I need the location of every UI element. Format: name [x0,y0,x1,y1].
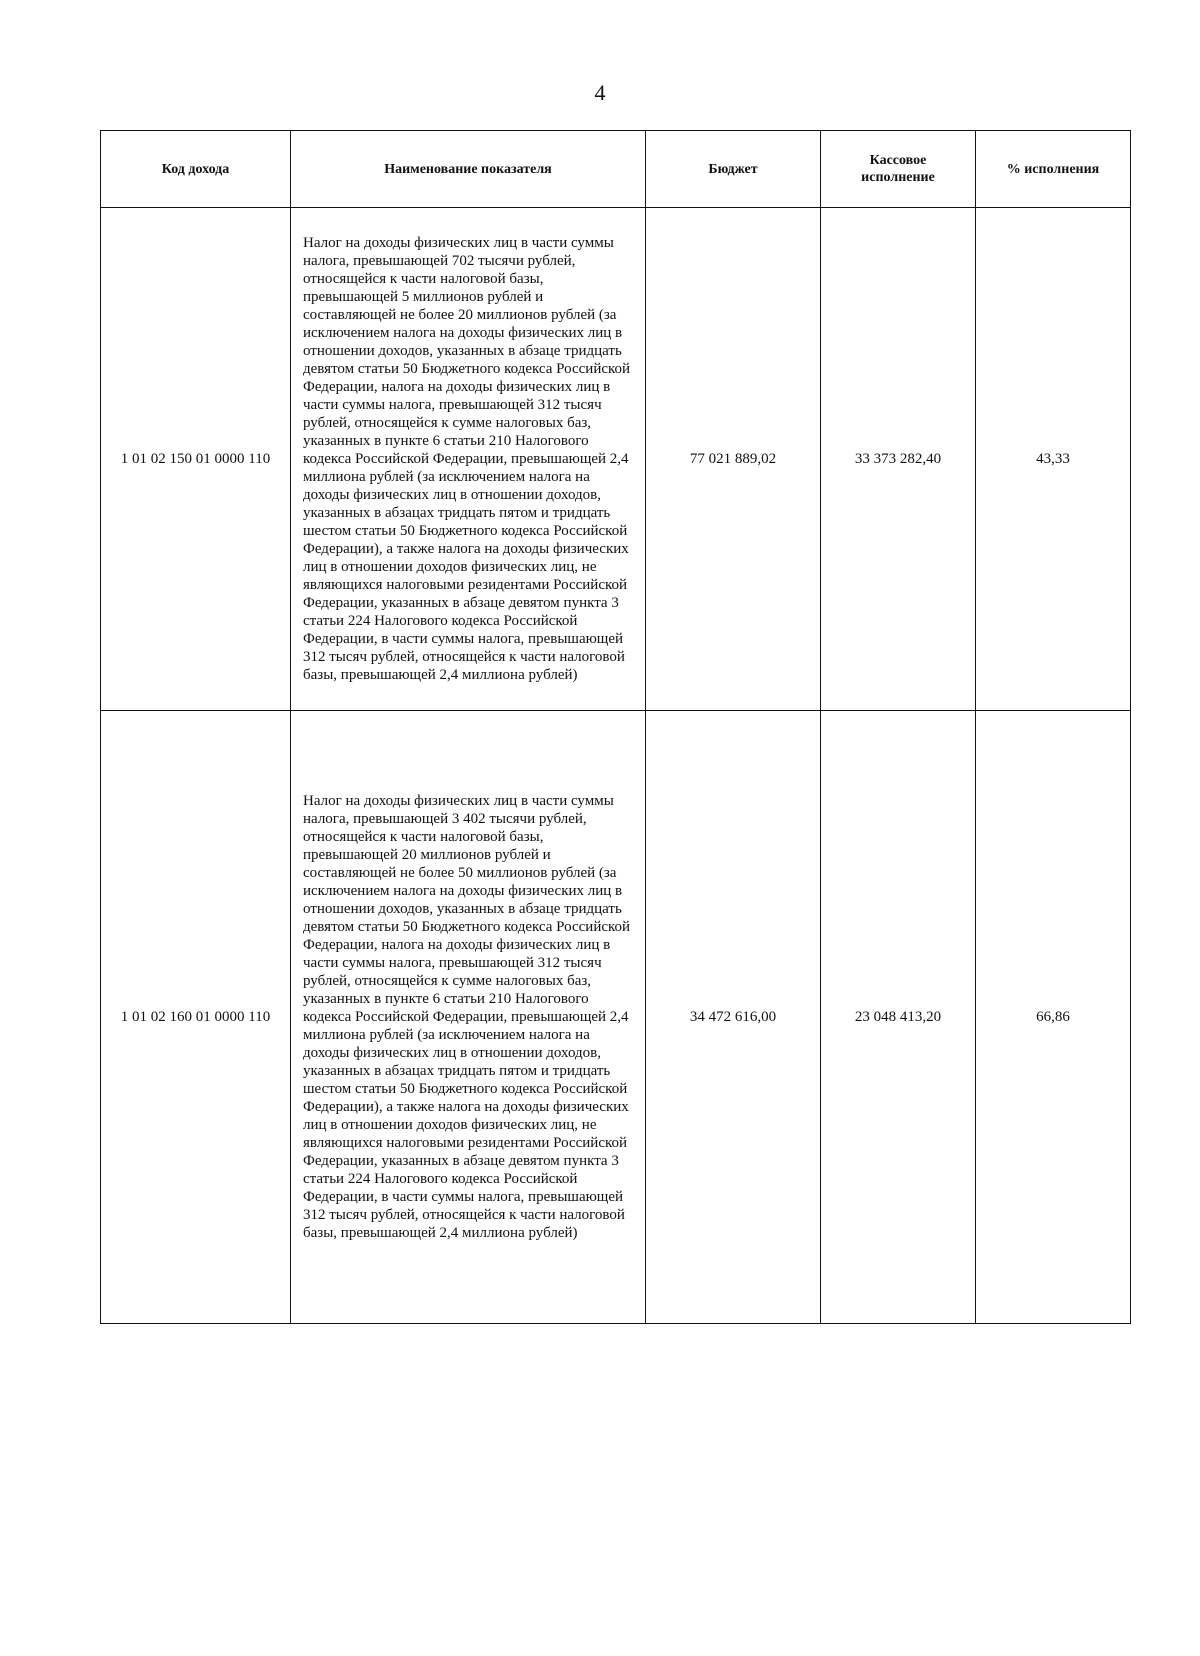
header-cash-line2: исполнение [861,170,935,185]
income-code-cell: 1 01 02 150 01 0000 110 [101,208,291,711]
indicator-name-cell: Налог на доходы физических лиц в части суммы налога, превышающей 702 тысячи рублей, относящейся к части налоговой базы, превышающей 5 миллионов рублей и составляющей не более 20 миллионов рублей (за исключением налога на доходы физических лиц в отношении доходов, указанных в абзаце тридцать девятом статьи 50 Бюджетного кодекса Российской Федерации, налога на доходы физических лиц в части суммы налога, превышающей 312 тысяч рублей, относящейся к сумме налоговых баз, указанных в пункте 6 статьи 210 Налогового кодекса Российской Федерации, превышающей 2,4 миллиона рублей (за исключением налога на доходы физических лиц в отношении доходов, указанных в абзацах тридцать пятом и тридцать шестом статьи 50 Бюджетного кодекса Российской Федерации), а также налога на доходы физических лиц в отношении доходов физических лиц, не являющихся налоговыми резидентами Российской Федерации, указанных в абзаце девятом пункта 3 статьи 224 Налогового кодекса Российской Федерации, в части суммы налога, превышающей 312 тысяч рублей, относящейся к части налоговой базы, превышающей 2,4 миллиона рублей) [291,208,646,711]
header-budget: Бюджет [646,131,821,208]
income-code-cell: 1 01 02 160 01 0000 110 [101,711,291,1324]
header-code: Код дохода [101,131,291,208]
budget-cell: 77 021 889,02 [646,208,821,711]
table-row [101,711,1131,1324]
percent-cell: 66,86 [976,711,1131,1324]
table-header-row [101,131,1131,208]
header-cash-line1: Кассовое [869,153,927,168]
revenue-table [100,130,1131,1324]
page-number: 4 [594,80,606,105]
indicator-name-cell: Налог на доходы физических лиц в части суммы налога, превышающей 3 402 тысячи рублей, относящейся к части налоговой базы, превышающей 20 миллионов рублей и составляющей не более 50 миллионов рублей (за исключением налога на доходы физических лиц в отношении доходов, указанных в абзаце тридцать девятом статьи 50 Бюджетного кодекса Российской Федерации, налога на доходы физических лиц в части суммы налога, превышающей 312 тысяч рублей, относящейся к сумме налоговых баз, указанных в пункте 6 статьи 210 Налогового кодекса Российской Федерации, превышающей 2,4 миллиона рублей (за исключением налога на доходы физических лиц в отношении доходов, указанных в абзацах тридцать пятом и тридцать шестом статьи 50 Бюджетного кодекса Российской Федерации), а также налога на доходы физических лиц в отношении доходов физических лиц, не являющихся налоговыми резидентами Российской Федерации, указанных в абзаце девятом пункта 3 статьи 224 Налогового кодекса Российской Федерации, в части суммы налога, превышающей 312 тысяч рублей, относящейся к части налоговой базы, превышающей 2,4 миллиона рублей) [291,711,646,1324]
budget-cell: 34 472 616,00 [646,711,821,1324]
header-name: Наименование показателя [291,131,646,208]
header-percent: % исполнения [976,131,1131,208]
cash-execution-cell: 23 048 413,20 [821,711,976,1324]
cash-execution-cell: 33 373 282,40 [821,208,976,711]
table-row [101,208,1131,711]
percent-cell: 43,33 [976,208,1131,711]
header-cash-execution [821,131,976,208]
